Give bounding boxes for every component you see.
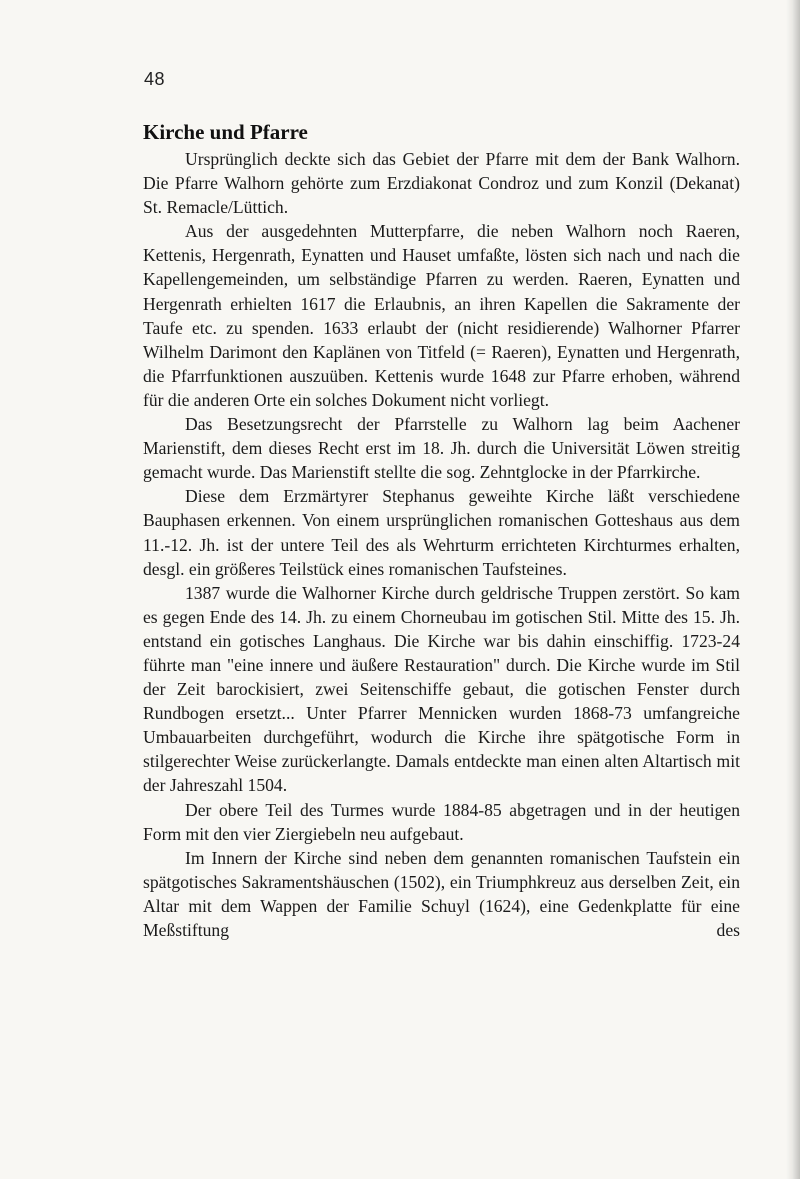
paragraph-mother-parish: Aus der ausgedehnten Mutterpfarre, die neben Walhorn noch Raeren, Kettenis, Hergenrath, Eynatten und Hauset umfaßte, lösten sich nach und nach die Kapellengemeinden, um selbständige Pfarren zu werden. Raeren, Eynatten und Hergenrath erhielten 1617 die Erlaubnis, an ihren Kapellen die Sakramente der Taufe etc. zu spenden. 1633 erlaubt der (nicht residierende) Walhorner Pfarrer Wilhelm Darimont den Kaplänen von Titfeld (= Raeren), Eynatten und Hergenrath, die Pfarrfunktionen auszuüben. Kettenis wurde 1648 zur Pfarre erhoben, während für die anderen Orte ein solches Dokument nicht vorliegt. (143, 221, 740, 410)
paragraph-patronage: Das Besetzungsrecht der Pfarrstelle zu Walhorn lag beim Aachener Marienstift, dem dieses Recht erst im 18. Jh. durch die Universität Löwen streitig gemacht wurde. Das Marienstift stellte die sog. Zehntglocke in der Pfarrkirche. (143, 414, 740, 483)
page-number: 48 (144, 69, 166, 89)
paragraph-origins: Ursprünglich deckte sich das Gebiet der Pfarre mit dem der Bank Walhorn. Die Pfarre Walhorn gehörte zum Erzdiakonat Condroz und zum Konzil (Dekanat) St. Remacle/Lüttich. (143, 149, 740, 218)
page-edge-shadow (786, 0, 800, 1179)
paragraph-building-phases: Diese dem Erzmärtyrer Stephanus geweihte Kirche läßt verschiedene Bauphasen erkennen. Von einem ursprünglichen romanischen Gotteshaus aus dem 11.-12. Jh. ist der untere Teil des als Wehrturm errichteten Kirchturmes erhalten, desgl. ein größeres Teilstück eines romanischen Taufsteines. (143, 486, 740, 579)
paragraph-interior: Im Innern der Kirche sind neben dem genannten romanischen Taufstein ein spätgotisches Sakramentshäuschen (1502), ein Triumphkreuz aus derselben Zeit, ein Altar mit dem Wappen der Familie Schuyl (1624), eine Gedenkplatte für eine Meßstiftung des (143, 847, 740, 940)
section-heading: Kirche und Pfarre (143, 120, 308, 144)
paragraph-history: 1387 wurde die Walhorner Kirche durch geldrische Truppen zerstört. So kam es gegen Ende des 14. Jh. zu einem Chorneubau im gotischen Stil. Mitte des 15. Jh. entstand ein gotisches Langhaus. Die Kirche war bis dahin einschiffig. 1723-24 führte man "eine innere und äußere Restauration" durch. Die Kirche wurde im Stil der Zeit barockisiert, zwei Seitenschiffe gebaut, die gotischen Fenster durch Rundbogen ersetzt... Unter Pfarrer Mennicken wurden 1868-73 umfangreiche Umbauarbeiten durchgeführt, wodurch die Kirche ihre spätgotische Form in stilgerechter Weise zurückerlangte. Damals entdeckte man einen alten Altartisch mit der Jahreszahl 1504. (143, 582, 740, 796)
paragraph-tower: Der obere Teil des Turmes wurde 1884-85 abgetragen und in der heutigen Form mit den vier Ziergiebeln neu aufgebaut. (143, 799, 740, 844)
page-content (143, 118, 740, 942)
